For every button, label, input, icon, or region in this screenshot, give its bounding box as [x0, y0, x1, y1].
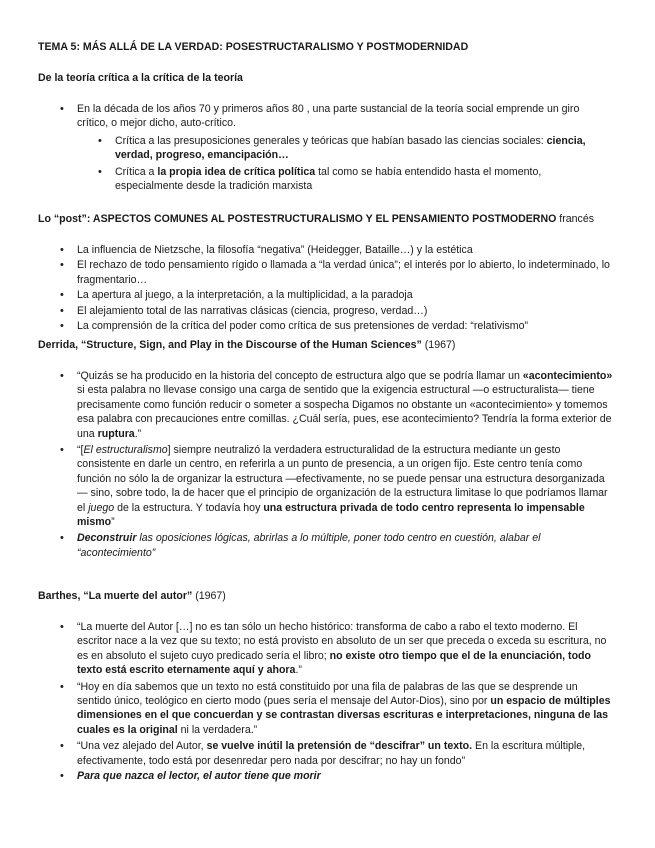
section-list-derrida	[60, 369, 613, 560]
section-heading-critica: De la teoría crítica a la crítica de la teoría	[38, 72, 243, 84]
list-item: • Crítica a la propia idea de crítica política tal como se había entendido hasta el momento, especialmente desde la tradición marxista	[98, 165, 542, 193]
list-item: • “[El estructuralismo] siempre neutralizó la verdadera estructuralidad de la estructura mediante un gesto consistente en darle un centro, en referirla a un punto de presencia, a un origen fijo. Este centro tenía como función no sólo la de organizar la estructura —efectivamente, no se puede pensar una estructura desorganizada— sino, sobre todo, la de hacer que el principio de organización de la estructura limitase lo que podríamos llamar el juego de la estructura. Y todavía hoy una estructura privada de todo centro representa lo impensable mismo”	[60, 444, 608, 529]
page-title: TEMA 5: MÁS ALLÁ DE LA VERDAD: POSESTRUCTARALISMO Y POSTMODERNIDAD	[38, 41, 469, 53]
section-list-critica	[60, 102, 613, 131]
section-heading-derrida: Derrida, “Structure, Sign, and Play in the Discourse of the Human Sciences” (1967)	[38, 339, 456, 351]
bullet-icon: •	[60, 770, 64, 783]
list-item: • La influencia de Nietzsche, la filosofía “negativa” (Heidegger, Bataille…) y la estética	[60, 244, 473, 256]
bullet-icon: •	[60, 444, 64, 457]
list-item: • El rechazo de todo pensamiento rígido o llamada a “la verdad única”; el interés por lo abierto, lo indeterminado, lo fragmentario…	[60, 259, 610, 286]
list-item: • Deconstruir las oposiciones lógicas, abrirlas a lo múltiple, poner todo centro en cuestión, alabar el “acontecimiento”	[60, 532, 541, 559]
list-item: • “Hoy en día sabemos que un texto no está constituido por una fila de palabras de las que se desprende un sentido único, teológico en cierto modo (pues sería el mensaje del Autor-Dios), sino por un espacio de múltiples dimensiones en el que concuerdan y se contrastan diversas escrituras e interpretaciones, ninguna de las cuales es la original ni la verdadera.”	[60, 680, 611, 736]
list-item: • “La muerte del Autor […] no es tan sólo un hecho histórico: transforma de cabo a rabo el texto moderno. El escritor nace a la vez que su texto; no está provisto en absoluto de un ser que preceda o exceda su escritura, no es en absoluto el sujeto cuyo predicado sería el libro; no existe otro tiempo que el de la enunciación, todo texto está escrito eternamente aquí y ahora.”	[60, 621, 607, 677]
bullet-icon: •	[60, 680, 64, 693]
list-item: • Crítica a las presuposiciones generales y teóricas que habían basado las ciencias sociales: ciencia, verdad, progreso, emancipación…	[98, 135, 586, 162]
list-item: • En la década de los años 70 y primeros años 80 , una parte sustancial de la teoría social emprende un giro crítico, o mejor dicho, auto-crítico.	[60, 103, 580, 130]
section-heading-post: Lo “post”: ASPECTOS COMUNES AL POSTESTRUCTURALISMO Y EL PENSAMIENTO POSTMODERNO francés	[38, 213, 595, 225]
bullet-icon: •	[98, 135, 102, 147]
sublist-critica	[98, 134, 609, 194]
bullet-icon: •	[60, 103, 64, 115]
bullet-icon: •	[60, 320, 64, 333]
bullet-icon: •	[60, 289, 64, 302]
bullet-icon: •	[60, 244, 64, 256]
bullet-icon: •	[98, 165, 102, 178]
section-list-barthes	[60, 620, 613, 783]
bullet-icon: •	[60, 740, 64, 753]
list-item: • La apertura al juego, a la interpretación, a la multiplicidad, a la paradoja	[60, 289, 413, 302]
bullet-icon: •	[60, 304, 64, 317]
list-item: • El alejamiento total de las narrativas clásicas (ciencia, progreso, verdad…)	[60, 304, 428, 317]
bullet-icon: •	[60, 621, 64, 633]
list-item: • Para que nazca el lector, el autor tiene que morir	[60, 770, 321, 783]
bullet-icon: •	[60, 532, 64, 545]
list-item: • La comprensión de la crítica del poder como crítica de sus pretensiones de verdad: “relativismo”	[60, 320, 529, 333]
list-item: • “Una vez alejado del Autor, se vuelve inútil la pretensión de “descifrar” un texto. En la escritura múltiple, efectivamente, todo está por desenredar pero nada por descifrar; no hay un fondo”	[60, 740, 586, 767]
section-list-post	[60, 243, 613, 333]
list-item: • “Quizás se ha producido en la historia del concepto de estructura algo que se podría llamar un «acontecimiento» si esta palabra no llevase consigo una carga de sentido que la exigencia estructural —o estructuralista— tiene precisamente como función reducir o someter a sospecha Digamos no obstante un «acontecimiento» y tomemos esa palabra con precauciones entre comillas. ¿Cuál sería, pues, ese acontecimiento? Tendría la forma exterior de una ruptura.”	[60, 370, 613, 440]
bullet-icon: •	[60, 370, 64, 382]
bullet-icon: •	[60, 259, 64, 272]
section-heading-barthes: Barthes, “La muerte del autor” (1967)	[38, 590, 226, 602]
